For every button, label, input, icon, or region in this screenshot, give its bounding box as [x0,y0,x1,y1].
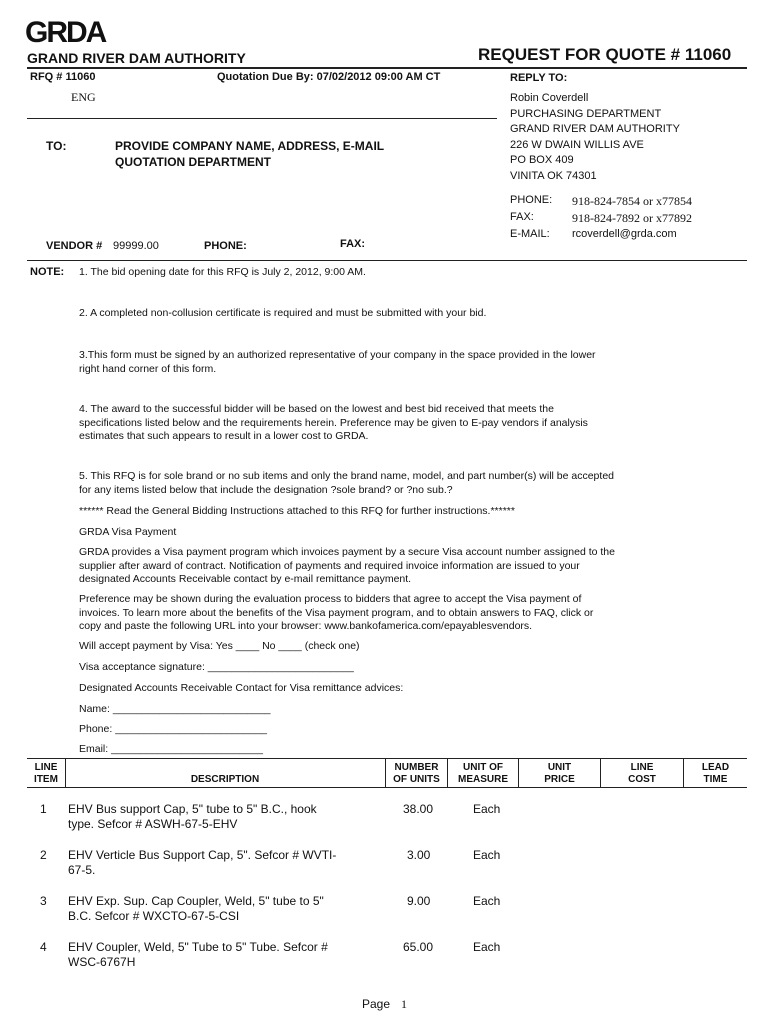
row-measure: Each [473,848,501,862]
accept-visa-field[interactable]: Will accept payment by Visa: Yes ____ No ____ (check one) [79,640,360,652]
note-1: 1. The bid opening date for this RFQ is July 2, 2012, 9:00 AM. [79,266,366,278]
row-measure: Each [473,802,501,816]
reply-to-line: GRAND RIVER DAM AUTHORITY [510,123,680,135]
visa-signature-field[interactable]: Visa acceptance signature: _________________________ [79,661,354,673]
note-3: 3.This form must be signed by an authorized representative of your company in the space provided in the lower right hand corner of this form. [79,349,596,375]
row-item-number: 1 [40,802,47,816]
row-description: EHV Coupler, Weld, 5" Tube to 5" Tube. Sefcor # WSC-6767H [68,940,328,969]
vendor-label: VENDOR # [46,240,103,252]
reply-to-line: VINITA OK 74301 [510,169,597,182]
reply-to-line: Robin Coverdell [510,92,589,104]
note-2: 2. A completed non-collusion certificate is required and must be submitted with your bid. [79,307,487,319]
table-header-rule [27,787,747,788]
row-units: 38.00 [403,802,434,816]
header-line-item: LINE ITEM [34,762,58,785]
row-description: EHV Bus support Cap, 5" tube to 5" B.C., hook type. Sefcor # ASWH-67-5-EHV [68,802,317,831]
vendor-number: 99999.00 [113,240,159,252]
row-description: EHV Verticle Bus Support Cap, 5". Sefcor # WVTI- 67-5. [68,848,337,877]
header-line-cost: LINE COST [628,762,656,785]
org-name: GRAND RIVER DAM AUTHORITY [27,50,246,66]
row-measure: Each [473,940,501,954]
visa-heading: GRDA Visa Payment [79,526,177,538]
rfq-number: RFQ # 11060 [30,71,96,83]
note-4: 4. The award to the successful bidder will be based on the lowest and best bid received that meets the specifications listed below and the requirements herein. Preference may be given to E-pay vendors if analysis estimates that such appears to result in a lower cost to GRDA. [79,403,588,442]
reply-to-line: 226 W DWAIN WILLIS AVE [510,138,644,151]
vendor-phone-label: PHONE: [204,240,247,252]
row-item-number: 3 [40,894,47,908]
note-5: 5. This RFQ is for sole brand or no sub items and only the brand name, model, and part number(s) will be accepted for any items listed below that include the designation ?sole brand? or ?no sub.? [79,470,614,496]
page-label: Page [362,997,391,1011]
header-unit-of-measure: UNIT OF MEASURE [457,762,508,785]
visa-paragraph-1: GRDA provides a Visa payment program which invoices payment by a secure Visa account number assigned to the supplier after award of contract. Notification of payments and required invoice information are issued to your designated Accounts Receivable contact by e-mail remittance payment. [79,546,615,585]
reply-to-line: PO BOX 409 [510,154,574,166]
row-item-number: 2 [40,848,47,862]
header-unit-price: UNIT PRICE [544,762,575,785]
ar-name-field[interactable]: Name: ___________________________ [79,703,271,715]
department-code: ENG [71,90,96,104]
quotation-due: Quotation Due By: 07/02/2012 09:00 AM CT [217,71,441,83]
reply-email-label: E-MAIL: [510,228,550,240]
reply-fax-label: FAX: [510,211,534,223]
grda-logo: GRDA [25,16,106,49]
reply-to-line: PURCHASING DEPARTMENT [510,107,662,120]
header-description: DESCRIPTION [190,774,260,785]
reply-fax: 918-824-7892 or x77892 [572,211,692,225]
table-top-rule [27,758,747,759]
to-label: TO: [46,139,67,153]
visa-paragraph-2: Preference may be shown during the evaluation process to bidders that agree to accept the Visa payment of invoices. To learn more about the benefits of the Visa payment program, and to obtain answers to FAQ, click or copy and paste the following URL into your browser: www.bankofamerica.com/epayablesvendors. [79,593,594,632]
vendor-fax-label: FAX: [340,238,366,250]
notes-divider [27,260,747,261]
instructions-note: ****** Read the General Bidding Instructions attached to this RFQ for further instructions.****** [79,505,515,517]
row-description: EHV Exp. Sup. Cap Coupler, Weld, 5" tube to 5" B.C. Sefcor # WXCTO-67-5-CSI [68,894,324,923]
header-divider [27,67,747,69]
row-units: 3.00 [407,848,431,862]
reply-phone-label: PHONE: [510,194,553,206]
page-title: REQUEST FOR QUOTE # 11060 [478,45,732,64]
to-line-2: QUOTATION DEPARTMENT [115,155,271,169]
header-number-of-units: NUMBER OF UNITS [393,762,440,785]
reply-email: rcoverdell@grda.com [572,228,677,240]
row-units: 65.00 [403,940,434,954]
row-measure: Each [473,894,501,908]
page-number: 1 [401,997,407,1011]
ar-email-field[interactable]: Email: __________________________ [79,743,263,755]
ar-phone-field[interactable]: Phone: __________________________ [79,723,268,735]
note-label: NOTE: [30,266,65,278]
ar-contact-heading: Designated Accounts Receivable Contact for Visa remittance advices: [79,682,404,694]
header-lead-time: LEAD TIME [701,762,730,785]
row-units: 9.00 [407,894,431,908]
to-divider [27,118,497,119]
row-item-number: 4 [40,940,47,954]
reply-to-label: REPLY TO: [510,72,568,84]
reply-to-address [510,91,680,184]
reply-phone: 918-824-7854 or x77854 [572,194,692,208]
to-line-1: PROVIDE COMPANY NAME, ADDRESS, E-MAIL [115,139,385,153]
